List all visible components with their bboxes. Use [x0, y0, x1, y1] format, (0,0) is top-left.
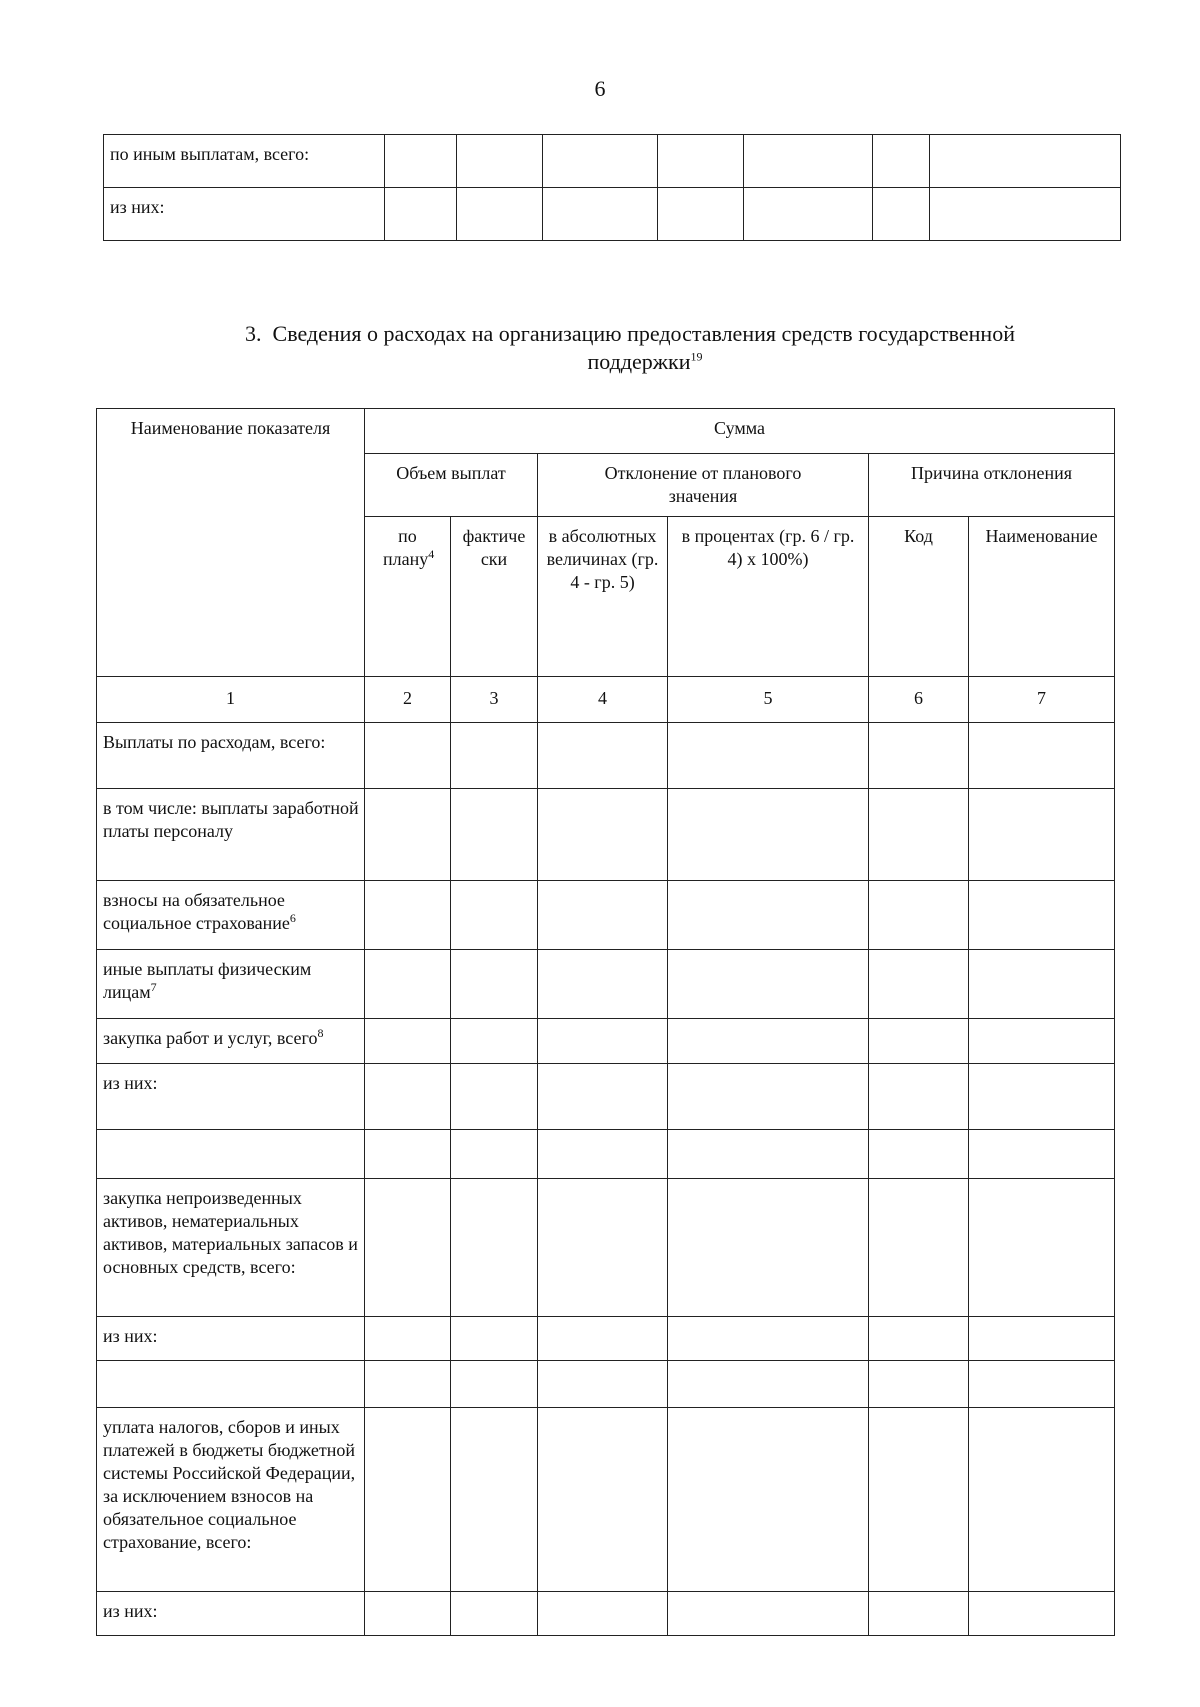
header-payments-volume: Объем выплат — [365, 454, 538, 517]
table-row — [97, 1179, 1115, 1317]
header-name: Наименование — [969, 517, 1115, 677]
expenses-table — [96, 408, 1115, 1636]
page-number: 6 — [594, 76, 606, 101]
row-label: из них: — [104, 188, 385, 241]
table-row — [97, 1408, 1115, 1592]
section-title — [0, 320, 1200, 376]
table-row — [97, 723, 1115, 789]
column-number: 4 — [538, 677, 668, 723]
section-title-line1: Сведения о расходах на организацию предоставления средств государственной — [272, 321, 1015, 346]
header-code: Код — [869, 517, 969, 677]
header-absolute: в абсолютных величинах (гр. 4 - гр. 5) — [538, 517, 668, 677]
table-row — [97, 881, 1115, 950]
row-label — [97, 1130, 365, 1179]
header-by-plan: по плану$^4$ — [365, 517, 451, 677]
table-row — [97, 1019, 1115, 1064]
row-label: закупка работ и услуг, всего$^8$ — [97, 1019, 365, 1064]
row-label: по иным выплатам, всего: — [104, 135, 385, 188]
header-reason: Причина отклонения — [869, 454, 1115, 517]
row-label: из них: — [97, 1064, 365, 1130]
header-sum: Сумма — [365, 409, 1115, 454]
column-number: 1 — [97, 677, 365, 723]
row-label: из них: — [97, 1592, 365, 1636]
column-number: 6 — [869, 677, 969, 723]
row-label: взносы на обязательное социальное страхование$^6$ — [97, 881, 365, 950]
row-label: в том числе: выплаты заработной платы персоналу — [97, 789, 365, 881]
header-deviation: Отклонение от планового значения — [538, 454, 869, 517]
header-indicator: Наименование показателя — [97, 409, 365, 677]
column-number: 3 — [451, 677, 538, 723]
table-row — [97, 789, 1115, 881]
table-row — [104, 188, 1121, 241]
section-title-line2: поддержки — [587, 349, 691, 374]
column-number: 5 — [668, 677, 869, 723]
table-row — [97, 1317, 1115, 1361]
header-actual: фактиче ски — [451, 517, 538, 677]
table-row — [97, 1130, 1115, 1179]
row-label: уплата налогов, сборов и иных платежей в бюджеты бюджетной системы Российской Федерации, за исключением взносов на обязательное социальное страхование, всего: — [97, 1408, 365, 1592]
footnote-marker: 19 — [690, 349, 703, 364]
header-row — [97, 409, 1115, 454]
header-percent: в процентах (гр. 6 / гр. 4) х 100%) — [668, 517, 869, 677]
continuation-table — [103, 134, 1121, 241]
table-row — [97, 950, 1115, 1019]
table-row — [97, 1592, 1115, 1636]
row-label: Выплаты по расходам, всего: — [97, 723, 365, 789]
section-number: 3. — [245, 321, 262, 346]
row-label: закупка непроизведенных активов, нематериальных активов, материальных запасов и основных средств, всего: — [97, 1179, 365, 1317]
row-label: из них: — [97, 1317, 365, 1361]
table-row — [104, 135, 1121, 188]
column-number: 7 — [969, 677, 1115, 723]
row-label: иные выплаты физическим лицам$^7$ — [97, 950, 365, 1019]
column-number: 2 — [365, 677, 451, 723]
table-row — [97, 1064, 1115, 1130]
row-label — [97, 1361, 365, 1408]
column-numbers-row — [97, 677, 1115, 723]
table-row — [97, 1361, 1115, 1408]
